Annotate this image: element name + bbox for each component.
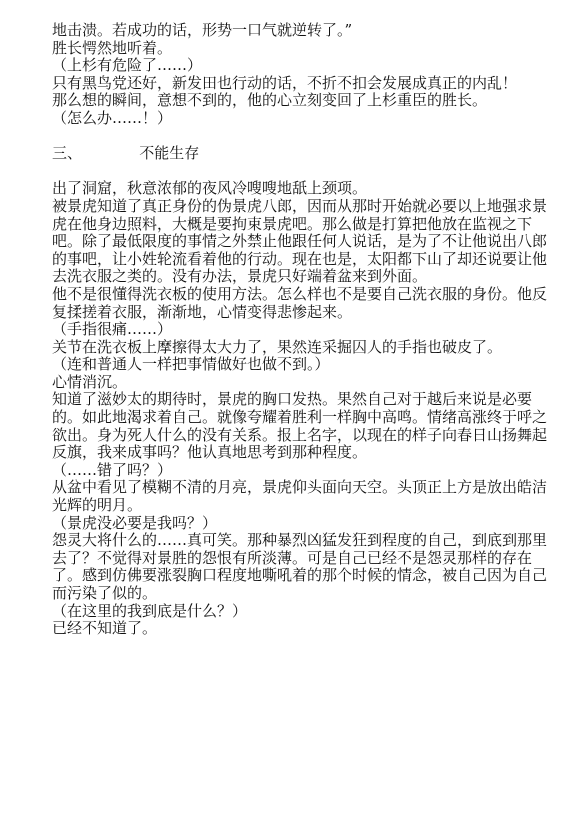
paragraph: 心情消沉。 [52, 372, 128, 391]
paragraph: （上杉有危险了……） [52, 56, 203, 75]
paragraph: 知道了滋妙太的期待时，景虎的胸口发热。果然自己对于越后来说是必要的。如此地渴求着自己。就像夸耀着胜利一样胸中高鸣。情绪高涨终于呼之欲出。身为死人什么的没有关系。报上名字，以现在的样子向春日山扬舞起反旗，我来成事吗？他认真地思考到那种程度。 [52, 390, 548, 462]
paragraph: （……错了吗？） [52, 460, 173, 479]
paragraph: （连和普通人一样把事情做好也做不到。） [52, 355, 330, 374]
paragraph: （手指很痛……） [52, 320, 173, 339]
spacer [52, 128, 552, 146]
paragraph: 从盆中看见了模糊不清的月亮，景虎仰头面向天空。头顶正上方是放出皓洁光辉的明月。 [52, 478, 548, 515]
section-heading: 三、 不能生存 [52, 144, 200, 163]
paragraph: 关节在洗衣板上摩擦得太大力了，果然连采掘囚人的手指也破皮了。 [52, 337, 503, 356]
document-page [52, 22, 552, 638]
paragraph: （景虎没必要是我吗？） [52, 513, 218, 532]
spacer [52, 163, 552, 181]
paragraph: （怎么办……！） [52, 108, 173, 127]
paragraph: 已经不知道了。 [52, 619, 158, 638]
paragraph: 被景虎知道了真正身份的伪景虎八郎，因而从那时开始就必要以上地强求景虎在他身边照料，大概是要拘束景虎吧。那么做是打算把他放在监视之下吧。除了最低限度的事情之外禁止他跟任何人说话，是为了不让他说出八郎的事吧，让小姓轮流看着他的行动。现在也是，太阳都下山了却还说要让他去洗衣服之类的。没有办法，景虎只好端着盆来到外面。 [52, 196, 548, 286]
paragraph: 出了洞窟，秋意浓郁的夜风冷嗖嗖地舐上颈项。 [52, 179, 368, 198]
paragraph: 他不是很懂得洗衣板的使用方法。怎么样也不是要自己洗衣服的身份。他反复揉搓着衣服，渐渐地，心情变得悲惨起来。 [52, 284, 548, 321]
paragraph: 那么想的瞬间，意想不到的，他的心立刻变回了上杉重臣的胜长。 [52, 91, 488, 110]
paragraph: 地击溃。若成功的话，形势一口气就逆转了。” [52, 21, 353, 39]
paragraph: 胜长愕然地听着。 [52, 38, 173, 57]
paragraph: 只有黑鸟党还好，新发田也行动的话，不折不扣会发展成真正的内乱！ [52, 73, 518, 92]
paragraph: （在这里的我到底是什么？） [52, 601, 248, 620]
paragraph: 怨灵大将什么的……真可笑。那种暴烈凶猛发狂到程度的自己，到底到那里去了？不觉得对景胜的怨恨有所淡薄。可是自己已经不是怨灵那样的存在了。感到仿佛要涨裂胸口程度地嘶吼着的那个时候的情念，被自己因为自己而污染了似的。 [52, 531, 548, 602]
